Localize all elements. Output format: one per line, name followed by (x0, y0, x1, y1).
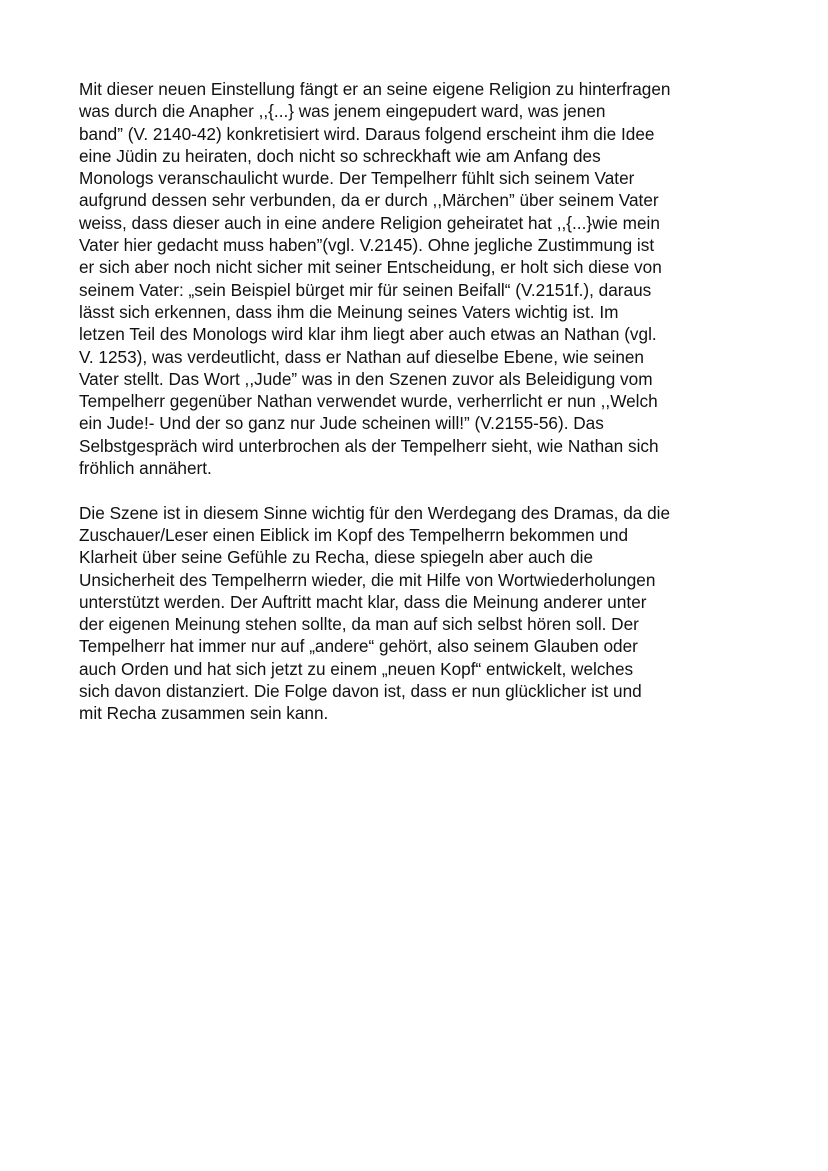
text-line: weiss, dass dieser auch in eine andere Religion geheiratet hat ,,{...}wie mein (79, 212, 660, 233)
text-line: Vater hier gedacht muss haben”(vgl. V.2145). Ohne jegliche Zustimmung ist (79, 235, 655, 256)
text-line: Mit dieser neuen Einstellung fängt er an seine eigene Religion zu hinterfragen (79, 79, 671, 99)
text-line: fröhlich annähert. (79, 458, 212, 479)
text-line: eine Jüdin zu heiraten, doch nicht so schreckhaft wie am Anfang des (79, 145, 601, 166)
text-line: ein Jude!- Und der so ganz nur Jude scheinen will!” (V.2155-56). Das (79, 413, 604, 434)
text-line: lässt sich erkennen, dass ihm die Meinung seines Vaters wichtig ist. Im (79, 301, 619, 322)
text-line: V. 1253), was verdeutlicht, dass er Nathan auf dieselbe Ebene, wie seinen (79, 346, 644, 367)
text-line: band” (V. 2140-42) konkretisiert wird. Daraus folgend erscheint ihm die Idee (79, 123, 655, 144)
text-line: seinem Vater: „sein Beispiel bürget mir für seinen Beifall“ (V.2151f.), daraus (79, 279, 652, 300)
paragraph-2 (79, 502, 751, 725)
text-line: Klarheit über seine Gefühle zu Recha, diese spiegeln aber auch die (79, 547, 594, 568)
text-line: der eigenen Meinung stehen sollte, da man auf sich selbst hören soll. Der (79, 614, 639, 635)
text-line: Die Szene ist in diesem Sinne wichtig für den Werdegang des Dramas, da die (79, 502, 671, 523)
text-line: was durch die Anapher ,,{...} was jenem eingepudert ward, was jenen (79, 101, 606, 122)
text-line: Tempelherr hat immer nur auf „andere“ gehört, also seinem Glauben oder (79, 636, 638, 657)
paragraph-1 (79, 78, 751, 479)
text-line: unterstützt werden. Der Auftritt macht klar, dass die Meinung anderer unter (79, 591, 647, 612)
text-line: mit Recha zusammen sein kann. (79, 703, 329, 724)
text-line: Selbstgespräch wird unterbrochen als der Tempelherr sieht, wie Nathan sich (79, 435, 659, 456)
text-line: sich davon distanziert. Die Folge davon ist, dass er nun glücklicher ist und (79, 681, 642, 702)
text-line: er sich aber noch nicht sicher mit seiner Entscheidung, er holt sich diese von (79, 257, 662, 278)
text-line: Vater stellt. Das Wort ,,Jude” was in den Szenen zuvor als Beleidigung vom (79, 368, 653, 389)
text-line: Tempelherr gegenüber Nathan verwendet wurde, verherrlicht er nun ,,Welch (79, 391, 658, 412)
document-body (79, 78, 751, 725)
text-line: auch Orden und hat sich jetzt zu einem „neuen Kopf“ entwickelt, welches (79, 658, 634, 679)
text-line: aufgrund dessen sehr verbunden, da er durch ,,Märchen” über seinem Vater (79, 190, 659, 211)
text-line: Unsicherheit des Tempelherrn wieder, die mit Hilfe von Wortwiederholungen (79, 569, 656, 590)
text-line: letzen Teil des Monologs wird klar ihm liegt aber auch etwas an Nathan (vgl. (79, 324, 657, 345)
text-line: Monologs veranschaulicht wurde. Der Tempelherr fühlt sich seinem Vater (79, 168, 635, 189)
text-line: Zuschauer/Leser einen Eiblick im Kopf des Tempelherrn bekommen und (79, 524, 629, 545)
